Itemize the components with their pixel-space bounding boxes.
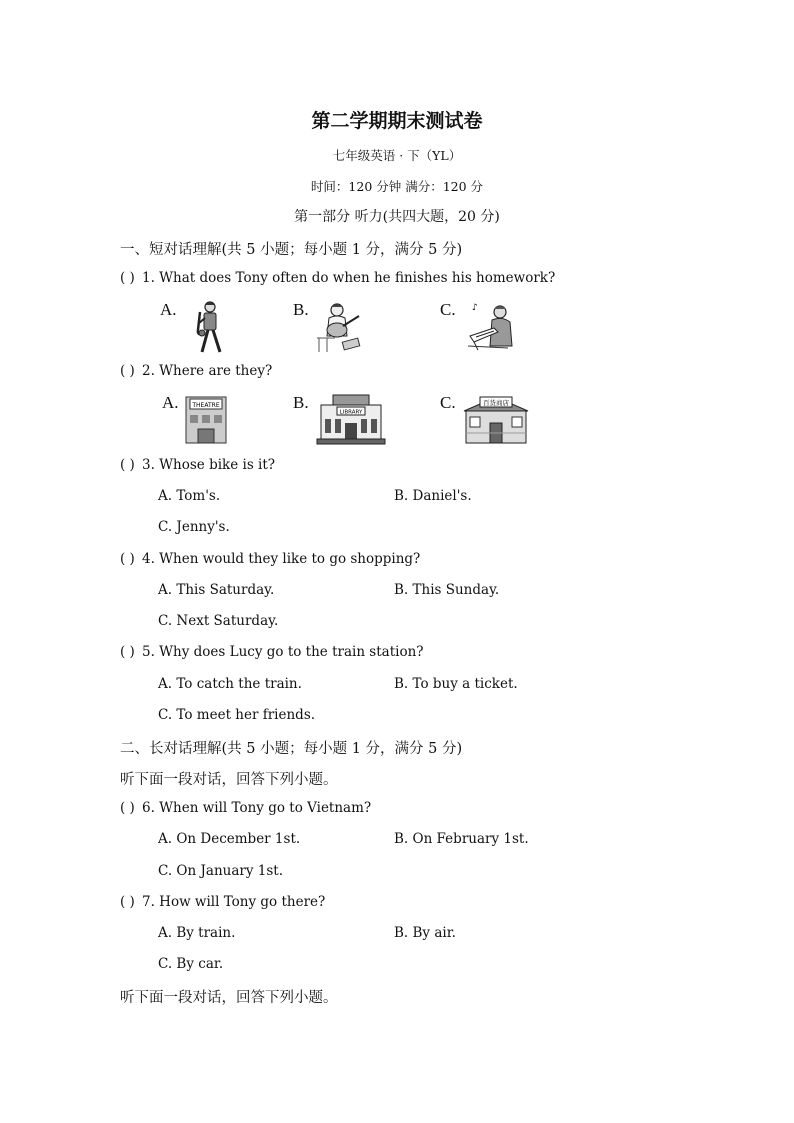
q1-option-b[interactable]: [293, 300, 373, 355]
question-text: 1. What does Tony often do when he finishes his homework?: [142, 270, 556, 286]
question-text: 2. Where are they?: [142, 363, 273, 379]
theatre-sign: THEATRE: [192, 402, 220, 409]
answer-blank[interactable]: ( ): [120, 894, 135, 910]
option-label: B.: [293, 300, 309, 319]
answer-blank[interactable]: ( ): [120, 457, 135, 473]
page-title: 第二学期期末测试卷: [311, 110, 483, 132]
option-label: A.: [162, 393, 179, 412]
question-2: [120, 363, 272, 379]
question-5: [120, 644, 424, 660]
section1-heading: 一、短对话理解(共 5 小题；每小题 1 分，满分 5 分): [120, 242, 463, 258]
question-1: [120, 270, 555, 286]
option-label: B.: [293, 393, 309, 412]
option-label: C.: [440, 393, 456, 412]
guitar-player-icon: [315, 300, 363, 352]
q1-option-a[interactable]: [160, 300, 230, 355]
q7-option-a[interactable]: A. By train.: [158, 925, 236, 941]
q5-option-a[interactable]: A. To catch the train.: [158, 676, 302, 692]
answer-blank[interactable]: ( ): [120, 800, 135, 816]
library-icon: [315, 393, 387, 445]
question-3: [120, 457, 275, 473]
question-4: [120, 551, 420, 567]
question-text: 4. When would they like to go shopping?: [142, 551, 421, 567]
page-subtitle: 七年级英语 · 下（YL）: [332, 148, 462, 163]
q4-option-b[interactable]: B. This Sunday.: [394, 582, 500, 598]
q3-option-b[interactable]: B. Daniel's.: [394, 488, 472, 504]
q6-option-b[interactable]: B. On February 1st.: [394, 831, 529, 847]
q6-option-a[interactable]: A. On December 1st.: [158, 831, 301, 847]
answer-blank[interactable]: ( ): [120, 551, 135, 567]
section2-instruction-1: 听下面一段对话，回答下列小题。: [120, 772, 338, 788]
store-sign: 百货商店: [483, 399, 509, 407]
q6-option-c[interactable]: C. On January 1st.: [158, 863, 283, 879]
option-label: C.: [440, 300, 456, 319]
answer-blank[interactable]: ( ): [120, 270, 135, 286]
q1-option-c[interactable]: [440, 300, 520, 355]
part-heading: 第一部分 听力(共四大题，20 分): [294, 209, 500, 225]
question-text: 3. Whose bike is it?: [142, 457, 276, 473]
q2-option-b[interactable]: [293, 393, 393, 445]
question-text: 6. When will Tony go to Vietnam?: [142, 800, 372, 816]
department-store-icon: [462, 393, 530, 445]
saxophone-player-icon: [182, 300, 230, 355]
section2-instruction-2: 听下面一段对话，回答下列小题。: [120, 990, 338, 1006]
section2-heading: 二、长对话理解(共 5 小题；每小题 1 分，满分 5 分): [120, 741, 463, 757]
q5-option-c[interactable]: C. To meet her friends.: [158, 707, 316, 723]
question-text: 5. Why does Lucy go to the train station?: [142, 644, 424, 660]
time-info: 时间：120 分钟 满分：120 分: [310, 179, 484, 194]
q7-option-b[interactable]: B. By air.: [394, 925, 456, 941]
q3-option-c[interactable]: C. Jenny's.: [158, 519, 230, 535]
q7-option-c[interactable]: C. By car.: [158, 956, 224, 972]
option-label: A.: [160, 300, 177, 319]
q5-option-b[interactable]: B. To buy a ticket.: [394, 676, 518, 692]
question-6: [120, 800, 371, 816]
theatre-icon: [184, 393, 228, 445]
q2-option-c[interactable]: [440, 393, 540, 445]
piano-player-icon: [468, 300, 516, 352]
q4-option-a[interactable]: A. This Saturday.: [158, 582, 275, 598]
q3-option-a[interactable]: A. Tom's.: [158, 488, 221, 504]
answer-blank[interactable]: ( ): [120, 644, 135, 660]
q2-option-a[interactable]: [162, 393, 232, 445]
library-sign: LIBRARY: [339, 409, 363, 416]
q4-option-c[interactable]: C. Next Saturday.: [158, 613, 279, 629]
question-7: [120, 894, 325, 910]
answer-blank[interactable]: ( ): [120, 363, 135, 379]
svg-text:♪: ♪: [472, 303, 478, 313]
question-text: 7. How will Tony go there?: [142, 894, 326, 910]
